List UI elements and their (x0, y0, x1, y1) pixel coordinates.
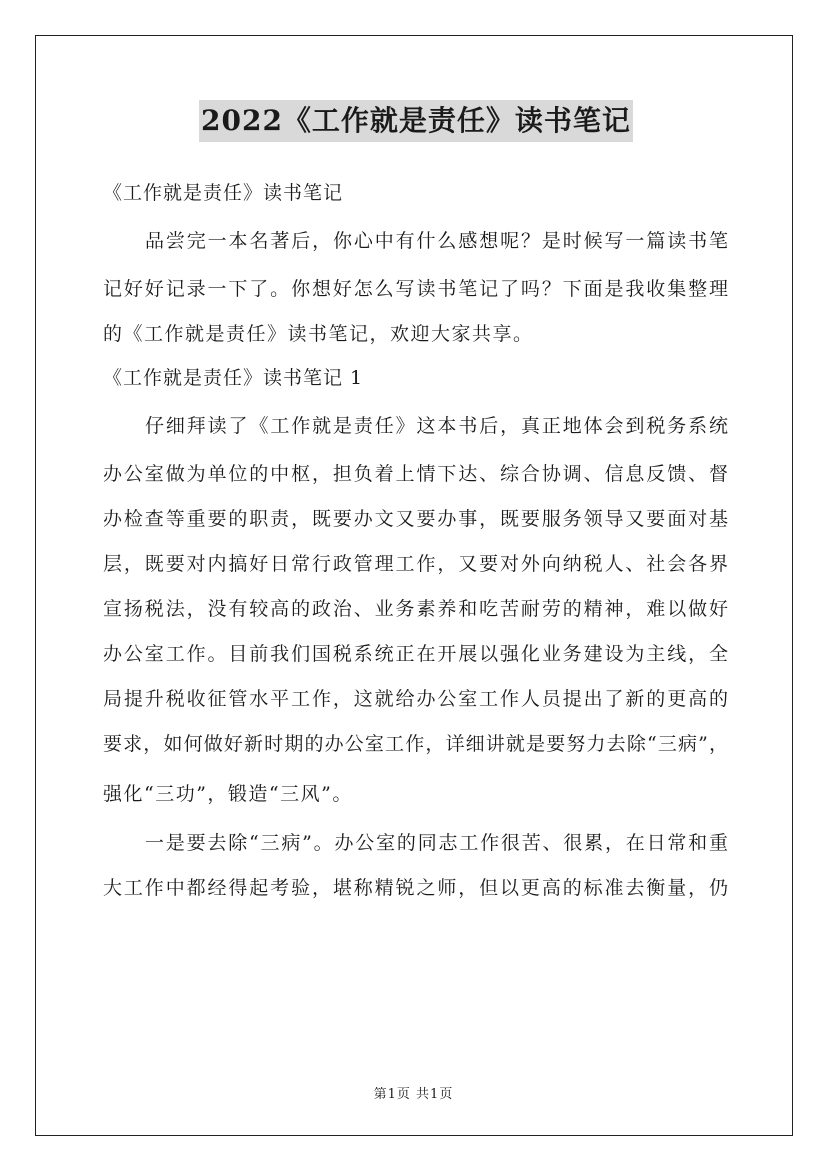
paragraph-line: 强化“三功”，锻造“三风”。 (103, 783, 353, 805)
document-body (103, 172, 728, 911)
paragraph-line: 办公室工作。目前我们国税系统正在开展以强化业务建设为主线，全 (103, 643, 728, 665)
page-number-footer: 第1页 共1页 (373, 1087, 454, 1102)
document-title: 2022《工作就是责任》读书笔记 (199, 100, 633, 142)
paragraph-line: 宣扬税法，没有较高的政治、业务素养和吃苦耐劳的精神，难以做好 (103, 598, 728, 620)
paragraph-line: 层，既要对内搞好日常行政管理工作，又要对外向纳税人、社会各界 (103, 553, 728, 575)
paragraph-line: 一是要去除“三病”。办公室的同志工作很苦、很累，在日常和重 (145, 832, 728, 854)
paragraph-line: 局提升税收征管水平工作，这就给办公室工作人员提出了新的更高的 (103, 688, 728, 710)
paragraph-line: 办公室做为单位的中枢，担负着上情下达、综合协调、信息反馈、督 (103, 463, 728, 485)
paragraph-line: 要求，如何做好新时期的办公室工作，详细讲就是要努力去除“三病”， (103, 733, 728, 755)
paragraph-line: 大工作中都经得起考验，堪称精锐之师，但以更高的标准去衡量，仍 (103, 877, 728, 899)
section-heading: 《工作就是责任》读书笔记 1 (103, 367, 364, 389)
paragraph-line: 仔细拜读了《工作就是责任》这本书后，真正地体会到税务系统 (145, 415, 728, 437)
subtitle: 《工作就是责任》读书笔记 (103, 182, 344, 204)
paragraph-line: 的《工作就是责任》读书笔记，欢迎大家共享。 (103, 323, 534, 345)
paragraph-line: 办检查等重要的职责，既要办文又要办事，既要服务领导又要面对基 (103, 508, 728, 530)
paragraph-line: 记好好记录一下了。你想好怎么写读书笔记了吗？下面是我收集整理 (103, 278, 728, 300)
paragraph-line: 品尝完一本名著后，你心中有什么感想呢？是时候写一篇读书笔 (145, 230, 728, 252)
